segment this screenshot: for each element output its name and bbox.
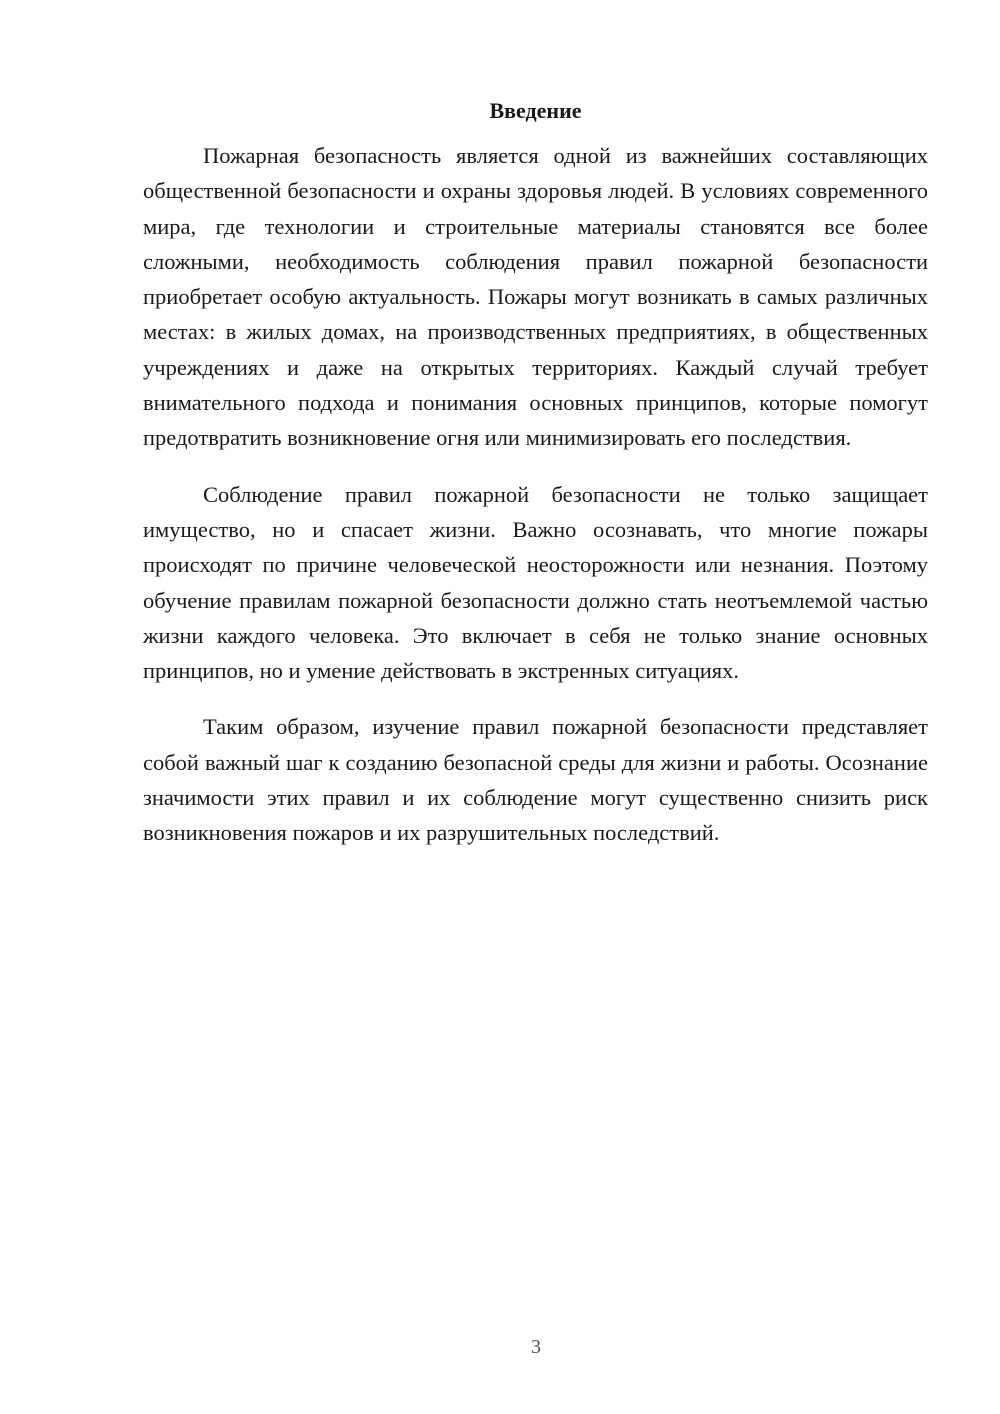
page-content: [143, 96, 928, 872]
paragraph-2: Соблюдение правил пожарной безопасности не только защищает имущество, но и спасает жизни. Важно осознавать, что многие пожары происходят по причине человеческой неосторожности или незнания. Поэтому обучение правилам пожарной безопасности должно стать неотъемлемой частью жизни каждого человека. Это включает в себя не только знание основных принципов, но и умение действовать в экстренных ситуациях.: [143, 481, 928, 684]
paragraph-3: Таким образом, изучение правил пожарной безопасности представляет собой важный шаг к созданию безопасной среды для жизни и работы. Осознание значимости этих правил и их соблюдение могут существенно снизить риск возникновения пожаров и их разрушительных последствий.: [143, 714, 928, 846]
page-number: 3: [531, 1336, 541, 1358]
section-title: Введение: [489, 98, 582, 123]
paragraph-1: Пожарная безопасность является одной из важнейших составляющих общественной безопасности и охраны здоровья людей. В условиях современного мира, где технологии и строительные материалы становятся все более сложными, необходимость соблюдения правил пожарной безопасности приобретает особую актуальность. Пожары могут возникать в самых различных местах: в жилых домах, на производственных предприятиях, в общественных учреждениях и даже на открытых территориях. Каждый случай требует внимательного подхода и понимания основных принципов, которые помогут предотвратить возникновение огня или минимизировать его последствия.: [143, 143, 928, 451]
